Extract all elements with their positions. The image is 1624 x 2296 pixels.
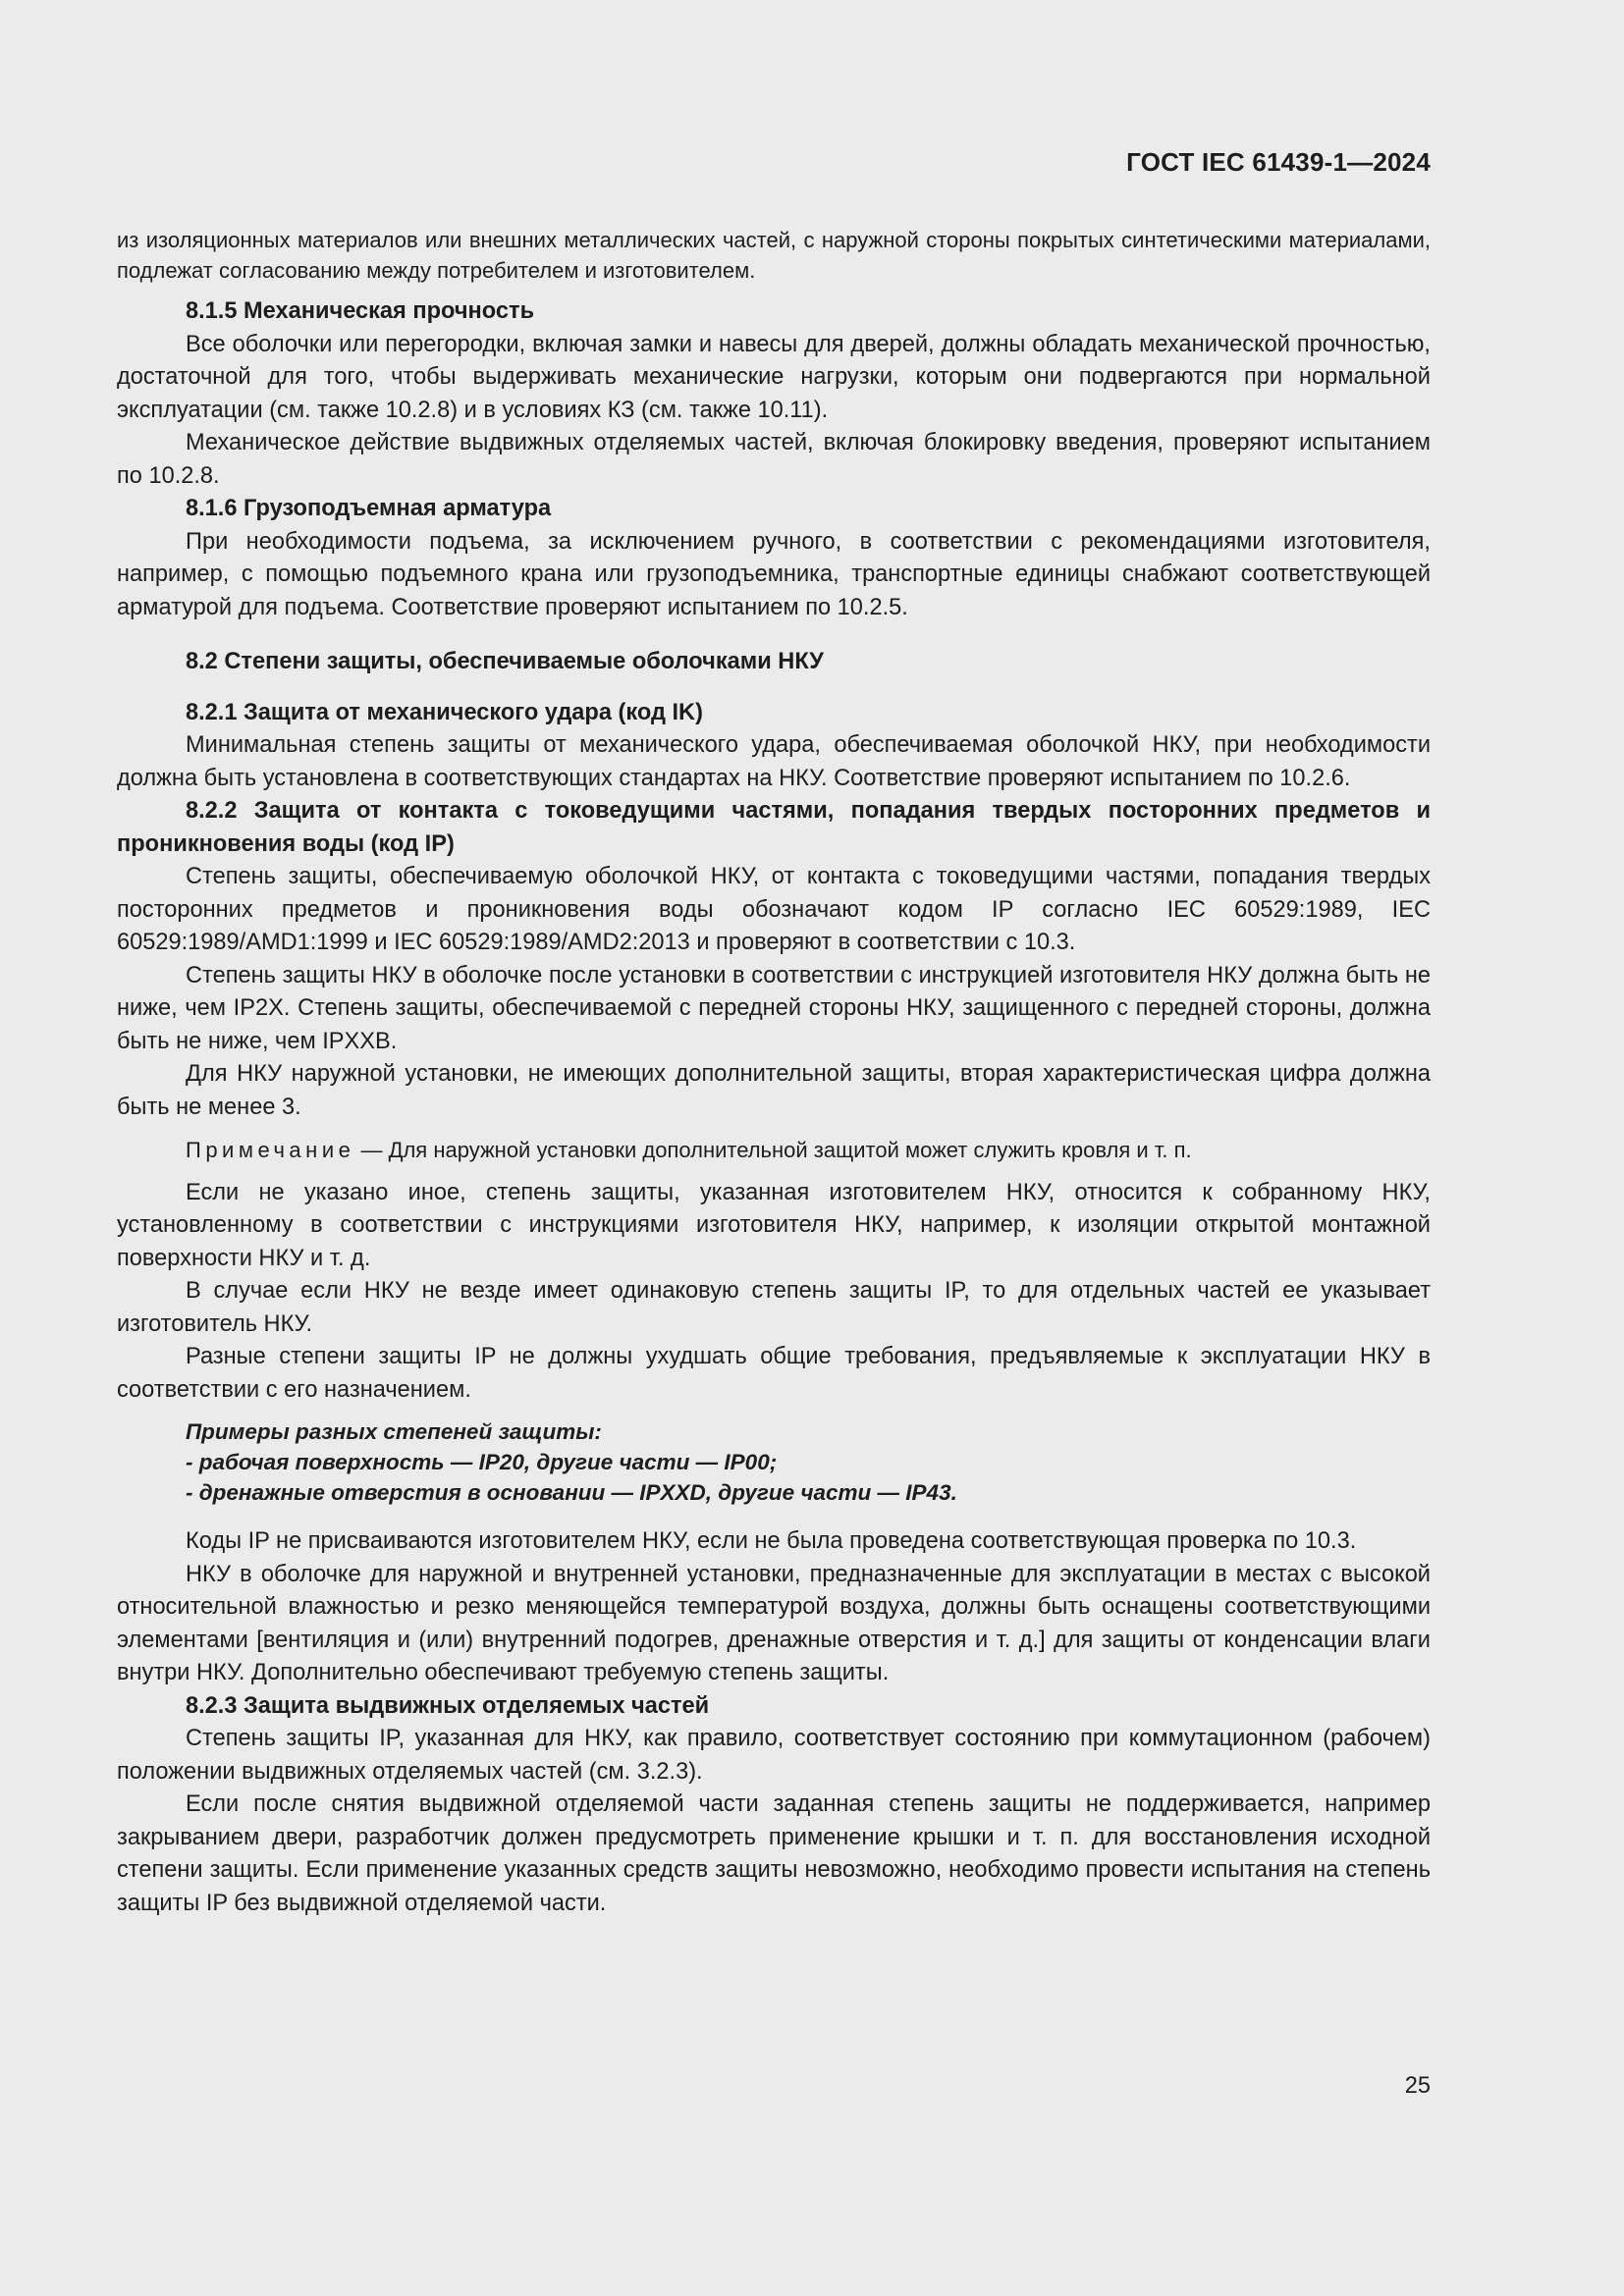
page-number: 25: [1404, 2073, 1431, 2099]
paragraph-8-1-6-1: При необходимости подъема, за исключением ручного, в соответствии с рекомендациями изготовителя, например, с помощью подъемного крана или грузоподъемника, транспортные единицы снабжают соответствующей арматурой для подъема. Соответствие проверяют испытанием по 10.2.5.: [117, 528, 1431, 620]
paragraph-8-2-2-2: Степень защиты НКУ в оболочке после установки в соответствии с инструкцией изготовителя НКУ должна быть не ниже, чем IP2X. Степень защиты, обеспечиваемой с передней стороны НКУ, защищенного с передней стороны, должна быть не ниже, чем IPXXB.: [117, 962, 1431, 1054]
examples-title: Примеры разных степеней защиты:: [186, 1419, 602, 1444]
paragraph-8-2-2-1: Степень защиты, обеспечиваемую оболочкой НКУ, от контакта с токоведущими частями, попадания твердых посторонних предметов и проникновения воды обозначают кодом IP согласно IEC 60529:1989, IEC 60529:1989/AMD1:1999 и IEC 60529:1989/AMD2:2013 и проверяют в соответствии с 10.3.: [117, 864, 1431, 955]
paragraph-8-2-3-2: Если после снятия выдвижной отделяемой части заданная степень защиты не поддерживается, например закрыванием двери, разработчик должен предусмотреть применение крышки и т. п. для восстановления исходной степени защиты. Если применение указанных средств защиты невозможно, необходимо провести испытания на степень защиты IP без выдвижной отделяемой части.: [117, 1791, 1431, 1916]
document-header: ГОСТ IEC 61439-1—2024: [1126, 147, 1431, 177]
intro-paragraph: из изоляционных материалов или внешних металлических частей, с наружной стороны покрытых синтетическими материалами, подлежат согласованию между потребителем и изготовителем.: [117, 228, 1431, 283]
paragraph-8-2-2-3: Для НКУ наружной установки, не имеющих дополнительной защиты, вторая характеристическая цифра должна быть не менее 3.: [117, 1061, 1431, 1120]
note: [117, 1134, 1431, 1167]
example-item: - дренажные отверстия в основании — IPXXD, другие части — IP43.: [186, 1480, 957, 1505]
heading-8-1-5: 8.1.5 Механическая прочность: [186, 298, 535, 324]
note-text: — Для наружной установки дополнительной защитой может служить кровля и т. п.: [354, 1138, 1192, 1162]
paragraph-8-2-2-6: Разные степени защиты IP не должны ухудшать общие требования, предъявляемые к эксплуатации НКУ в соответствии с его назначением.: [117, 1344, 1431, 1403]
heading-8-2-3: 8.2.3 Защита выдвижных отделяемых частей: [186, 1692, 710, 1719]
heading-8-2-1: 8.2.1 Защита от механического удара (код IK): [186, 699, 703, 725]
paragraph-8-2-2-7: Коды IP не присваиваются изготовителем НКУ, если не была проведена соответствующая проверка по 10.3.: [186, 1528, 1357, 1554]
heading-8-2: 8.2 Степени защиты, обеспечиваемые оболочками НКУ: [186, 649, 824, 674]
heading-8-2-2: 8.2.2 Защита от контакта с токоведущими частями, попадания твердых посторонних предметов и проникновения воды (код IP): [117, 798, 1431, 857]
heading-8-1-6: 8.1.6 Грузоподъемная арматура: [186, 496, 552, 521]
paragraph-8-2-2-5: В случае если НКУ не везде имеет одинаковую степень защиты IP, то для отдельных частей ее указывает изготовитель НКУ.: [117, 1278, 1431, 1337]
paragraph-8-2-2-8: НКУ в оболочке для наружной и внутренней установки, предназначенные для эксплуатации в местах с высокой относительной влажностью и резко меняющейся температурой воздуха, должны быть оснащены соответствующими элементами [вентиляция и (или) внутренний подогрев, дренажные отверстия и т. д.] для защиты от конденсации влаги внутри НКУ. Дополнительно обеспечивают требуемую степень защиты.: [117, 1561, 1431, 1685]
examples-block: [117, 1416, 1431, 1508]
paragraph-8-2-2-4: Если не указано иное, степень защиты, указанная изготовителем НКУ, относится к собранному НКУ, установленному в соответствии с инструкциями изготовителя НКУ, например, к изоляции открытой монтажной поверхности НКУ и т. д.: [117, 1179, 1431, 1271]
paragraph-8-2-1-1: Минимальная степень защиты от механического удара, обеспечиваемая оболочкой НКУ, при необходимости должна быть установлена в соответствующих стандартах на НКУ. Соответствие проверяют испытанием по 10.2.6.: [117, 732, 1431, 791]
paragraph-8-2-3-1: Степень защиты IP, указанная для НКУ, как правило, соответствует состоянию при коммутационном (рабочем) положении выдвижных отделяемых частей (см. 3.2.3).: [117, 1726, 1431, 1785]
document-body: [117, 225, 1431, 1920]
note-label: Примечание: [186, 1138, 355, 1162]
example-item: - рабочая поверхность — IP20, другие части — IP00;: [186, 1450, 778, 1474]
paragraph-8-1-5-1: Все оболочки или перегородки, включая замки и навесы для дверей, должны обладать механической прочностью, достаточной для того, чтобы выдерживать механические нагрузки, которым они подвергаются при нормальной эксплуатации (см. также 10.2.8) и в условиях КЗ (см. также 10.11).: [117, 331, 1431, 423]
paragraph-8-1-5-2: Механическое действие выдвижных отделяемых частей, включая блокировку введения, проверяют испытанием по 10.2.8.: [117, 430, 1431, 489]
